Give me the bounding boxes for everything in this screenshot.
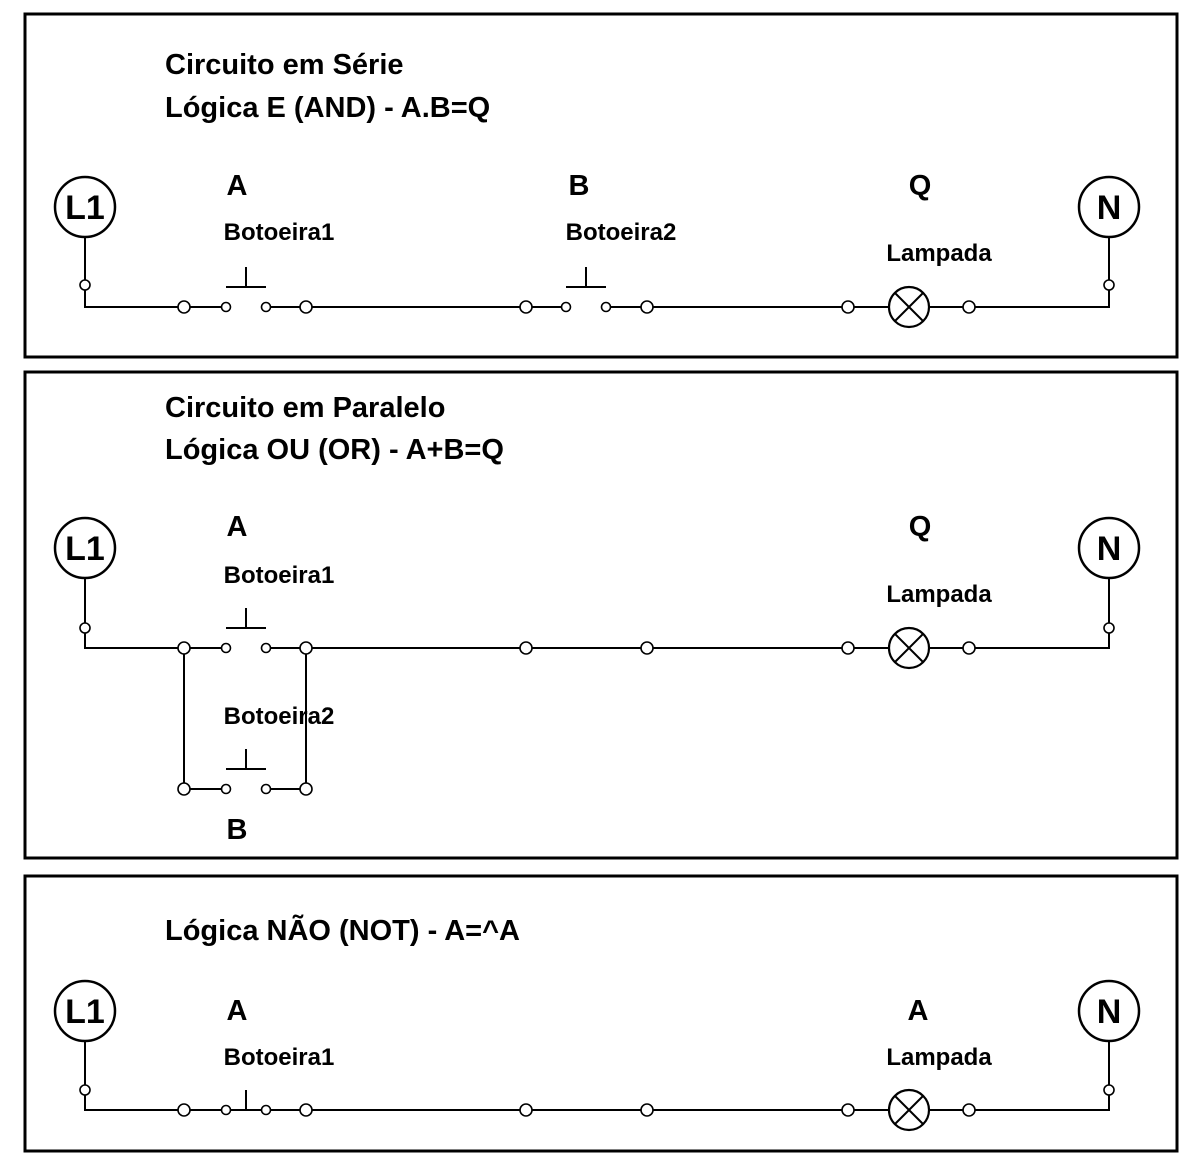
terminal [178,783,190,795]
terminal [1104,280,1114,290]
phase-rail-label: L1 [65,530,105,568]
terminal [300,642,312,654]
terminal [300,783,312,795]
switch-b-name: Botoeira2 [223,703,335,730]
lamp-letter: A [907,995,929,1027]
switch-contact [602,303,611,312]
neutral-rail-label: N [1096,993,1122,1031]
terminal [842,1104,854,1116]
series-logic-formula: Lógica E (AND) - A.B=Q [165,92,491,124]
switch-contact [222,644,231,653]
switch-contact [222,1106,231,1115]
phase-rail-label: L1 [65,993,105,1031]
not-panel [25,876,1177,1151]
series-and-panel [25,14,1177,357]
parallel-or-panel [25,372,1177,858]
lamp-name: Lampada [886,240,992,267]
terminal [842,642,854,654]
terminal [178,642,190,654]
switch-a-name: Botoeira1 [223,1044,335,1071]
switch-contact [222,785,231,794]
switch-b-letter: B [226,814,248,846]
switch-a-letter: A [226,511,248,543]
terminal [963,301,975,313]
neutral-rail-label: N [1096,530,1122,568]
lamp-name: Lampada [886,1044,992,1071]
terminal [1104,1085,1114,1095]
terminal [178,1104,190,1116]
terminal [80,280,90,290]
series-title: Circuito em Série [165,49,404,81]
not-logic-formula: Lógica NÃO (NOT) - A=^A [165,915,520,947]
terminal [300,1104,312,1116]
terminal [641,642,653,654]
terminal [842,301,854,313]
lamp-letter: Q [908,170,932,202]
switch-contact [262,303,271,312]
lamp-name: Lampada [886,581,992,608]
parallel-logic-formula: Lógica OU (OR) - A+B=Q [165,434,504,466]
terminal [963,1104,975,1116]
terminal [520,301,532,313]
switch-a-name: Botoeira1 [223,562,335,589]
switch-contact [222,303,231,312]
terminal [178,301,190,313]
terminal [300,301,312,313]
parallel-title: Circuito em Paralelo [165,392,446,424]
terminal [520,642,532,654]
phase-rail-label: L1 [65,189,105,227]
terminal [641,301,653,313]
switch-b-name: Botoeira2 [565,219,677,246]
switch-b-letter: B [568,170,590,202]
switch-contact [262,644,271,653]
switch-a-letter: A [226,170,248,202]
terminal [1104,623,1114,633]
lamp-letter: Q [908,511,932,543]
switch-contact [262,1106,271,1115]
neutral-rail-label: N [1096,189,1122,227]
terminal [80,1085,90,1095]
switch-a-name: Botoeira1 [223,219,335,246]
terminal [80,623,90,633]
switch-contact [562,303,571,312]
terminal [520,1104,532,1116]
switch-a-letter: A [226,995,248,1027]
terminal [963,642,975,654]
switch-contact [262,785,271,794]
terminal [641,1104,653,1116]
